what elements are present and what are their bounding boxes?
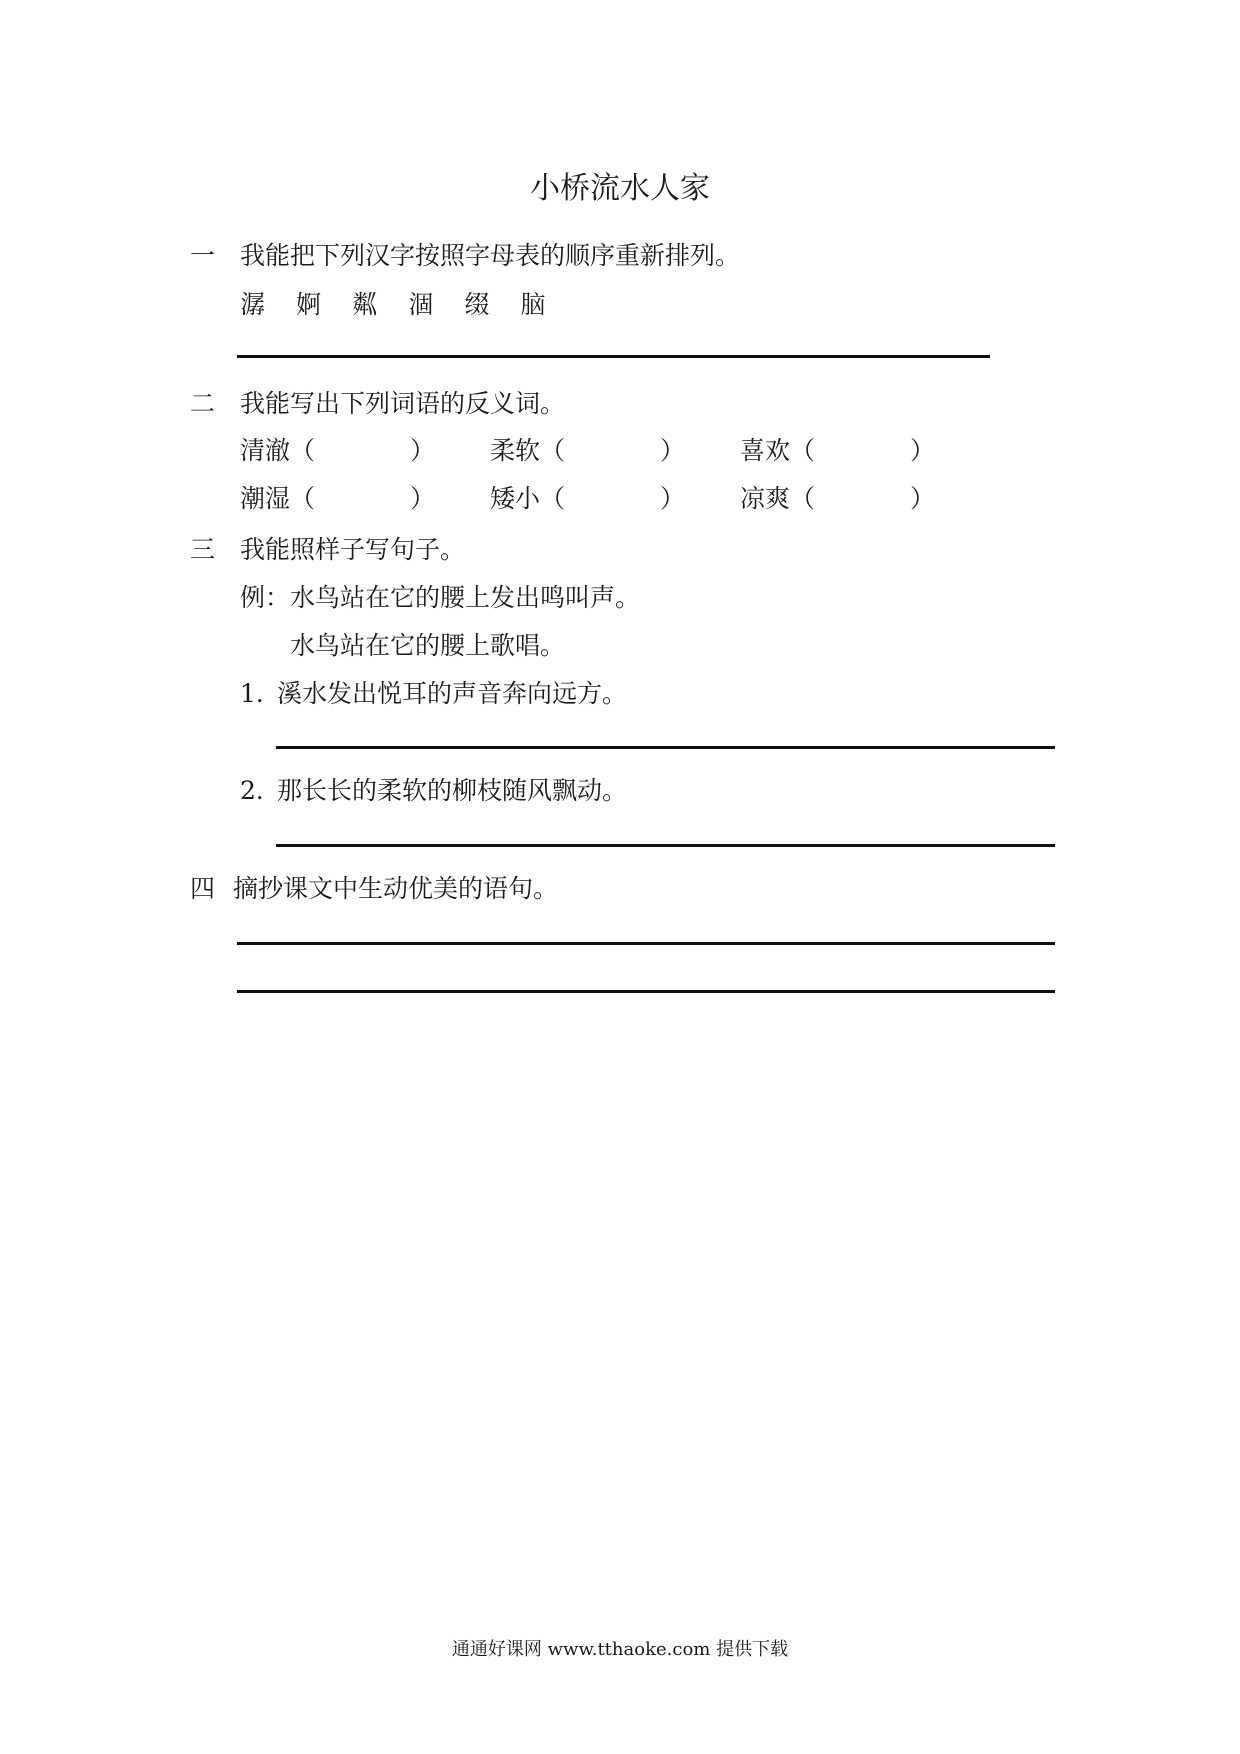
character: 婀 [296, 290, 322, 319]
answer-line-section-4a[interactable] [237, 942, 1055, 945]
antonym-word: 矮小（ [490, 484, 566, 513]
antonym-word: 柔软（ [490, 436, 566, 465]
item-number: 1． [240, 679, 281, 708]
antonym-blank-close: ） [660, 436, 686, 465]
character: 潺 [240, 290, 266, 319]
page-title: 小桥流水人家 [530, 171, 710, 206]
item-sentence: 那长长的柔软的柳枝随风飘动。 [277, 776, 628, 805]
item-number: 2． [240, 776, 281, 805]
answer-line-section-4b[interactable] [237, 990, 1055, 993]
antonym-blank-close: ） [410, 484, 436, 513]
antonym-blank-close: ） [660, 484, 686, 513]
antonym-blank-close: ） [910, 484, 936, 513]
section-3-instruction: 我能照样子写句子。 [240, 535, 466, 564]
antonym-word: 凉爽（ [740, 484, 816, 513]
section-1-characters [240, 285, 572, 321]
antonym-word: 潮湿（ [240, 484, 316, 513]
section-3-number: 三 [190, 535, 216, 564]
character: 缀 [464, 290, 490, 319]
character: 粼 [352, 290, 378, 319]
example-original-sentence: 水鸟站在它的腰上发出鸣叫声。 [290, 583, 641, 612]
example-rewritten-sentence: 水鸟站在它的腰上歌唱。 [290, 631, 566, 660]
character: 涸 [408, 290, 434, 319]
section-2-instruction: 我能写出下列词语的反义词。 [240, 389, 566, 418]
answer-line-item-2[interactable] [276, 844, 1055, 847]
section-2-number: 二 [190, 389, 216, 418]
answer-line-item-1[interactable] [276, 746, 1055, 749]
answer-line-section-1[interactable] [237, 355, 990, 358]
section-4-number: 四 [190, 874, 216, 903]
section-1-instruction: 我能把下列汉字按照字母表的顺序重新排列。 [240, 241, 741, 270]
section-1-number: 一 [190, 241, 216, 270]
section-4-instruction: 摘抄课文中生动优美的语句。 [233, 874, 559, 903]
antonym-blank-close: ） [410, 436, 436, 465]
example-label: 例： [240, 583, 291, 612]
antonym-word: 喜欢（ [740, 436, 816, 465]
character: 脑 [520, 290, 546, 319]
antonym-blank-close: ） [910, 436, 936, 465]
footer-credit: 通通好课网 www.tthaoke.com 提供下载 [451, 1639, 789, 1660]
item-sentence: 溪水发出悦耳的声音奔向远方。 [277, 679, 628, 708]
antonym-word: 清澈（ [240, 436, 316, 465]
